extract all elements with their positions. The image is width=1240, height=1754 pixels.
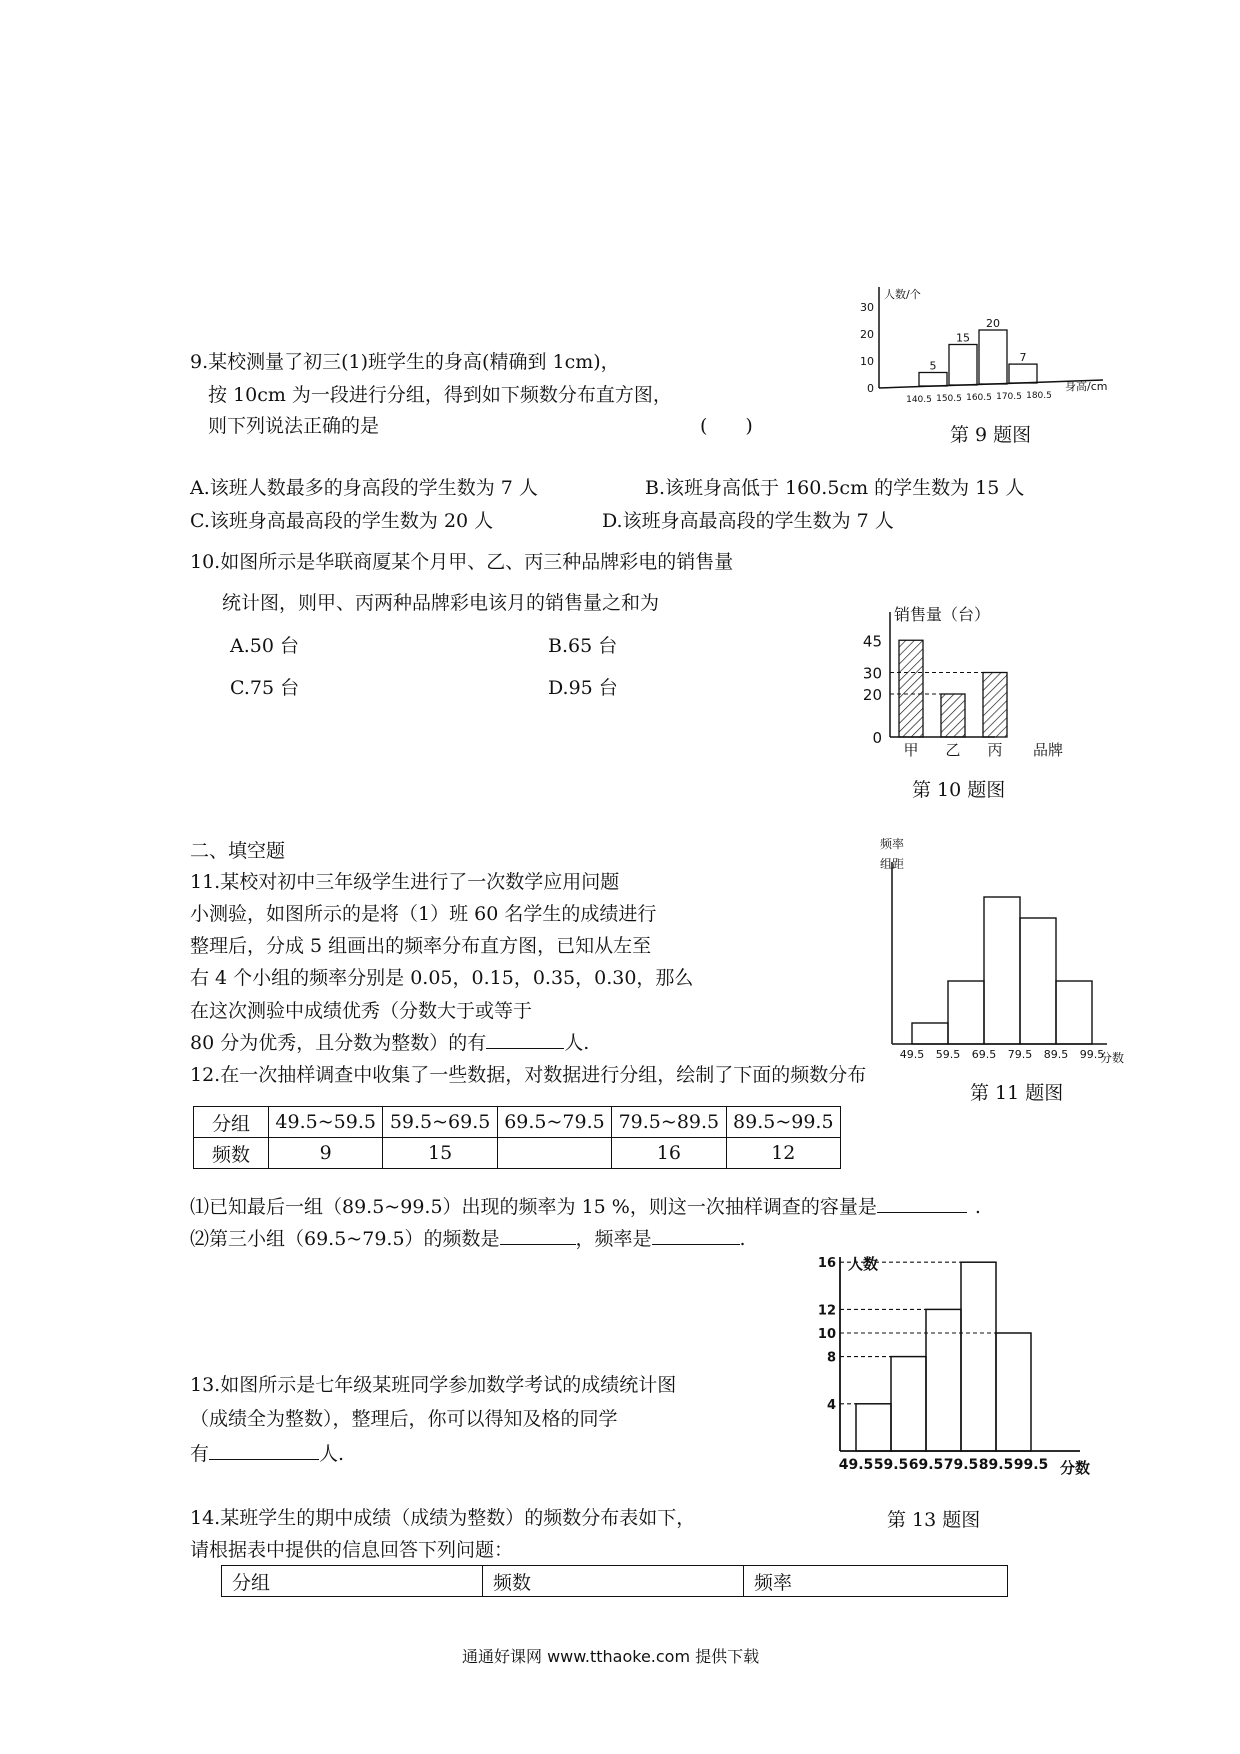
- histogram-bar: [926, 1309, 961, 1451]
- histogram-bar: [856, 1404, 891, 1451]
- q12-count-cell: 16: [612, 1138, 726, 1169]
- q9-answer-paren: ( ): [700, 415, 753, 437]
- q12-group-cell: 89.5~99.5: [726, 1107, 840, 1138]
- x-tick-label: 79.5: [1007, 1048, 1033, 1061]
- y-axis-label: 人数/个: [884, 288, 921, 301]
- fig11-caption: 第 11 题图: [970, 1082, 1064, 1104]
- q12-group-header: 分组: [194, 1107, 269, 1138]
- q13-prefix: 有: [190, 1443, 210, 1465]
- x-axis-label: 分数: [1100, 1051, 1125, 1065]
- y-tick-label: 4: [826, 1397, 836, 1413]
- y-tick-label: 0: [872, 729, 882, 747]
- q13-answer-blank[interactable]: [209, 1441, 319, 1460]
- histogram-bar: [996, 1333, 1031, 1451]
- x-tick-label: 59.5: [873, 1457, 909, 1473]
- q11-tail: 人.: [564, 1032, 590, 1054]
- q11-line2: 小测验，如图所示的是将（1）班 60 名学生的成绩进行: [190, 903, 657, 925]
- y-tick-label: 16: [817, 1256, 836, 1272]
- q12-sub2-tail: .: [739, 1228, 746, 1250]
- q11-line6-text: 80 分为优秀，且分数为整数）的有: [190, 1032, 487, 1054]
- y-tick-label: 45: [862, 632, 882, 651]
- q12-sub1-blank[interactable]: [877, 1194, 967, 1213]
- q11-line5: 在这次测验中成绩优秀（分数大于或等于: [190, 1000, 533, 1022]
- y-tick-label: 20: [862, 686, 882, 704]
- fig13-chart: [808, 1255, 1098, 1495]
- histogram-bar: [891, 1357, 926, 1451]
- q11-line1: 11.某校对初中三年级学生进行了一次数学应用问题: [190, 871, 620, 893]
- q12-sub2-count-blank[interactable]: [500, 1226, 576, 1245]
- bar-data-label: 7: [1019, 351, 1027, 365]
- y-tick-label: 12: [817, 1303, 836, 1319]
- q13-line3: [190, 1441, 344, 1467]
- q12-frequency-table: [193, 1106, 841, 1169]
- q10-option-b: B.65 台: [548, 635, 618, 657]
- q14-line1: 14.某班学生的期中成绩（成绩为整数）的频数分布表如下，: [190, 1507, 696, 1529]
- bar-乙: [941, 694, 965, 737]
- q11-line3: 整理后，分成 5 组画出的频率分布直方图，已知从左至: [190, 935, 652, 957]
- histogram-bar: [961, 1262, 996, 1451]
- histogram-bar: [919, 373, 947, 387]
- q12-sub2-text: ⑵第三小组（69.5~79.5）的频数是: [190, 1228, 500, 1250]
- q12-group-cell: 79.5~89.5: [612, 1107, 726, 1138]
- histogram-bar: [984, 897, 1020, 1044]
- bar-丙: [983, 673, 1007, 738]
- y-tick-label: 30: [860, 301, 874, 314]
- x-tick-label: 79.5: [943, 1457, 979, 1473]
- q12-sub1-tail: .: [974, 1196, 981, 1218]
- q12-group-cell: 69.5~79.5: [497, 1107, 611, 1138]
- y-tick-label: 20: [860, 328, 874, 341]
- histogram-bar: [912, 1023, 948, 1044]
- histogram-bar: [949, 345, 977, 386]
- fig10-caption: 第 10 题图: [912, 779, 1006, 801]
- q13-tail: 人.: [319, 1443, 345, 1465]
- q13-line1: 13.如图所示是七年级某班同学参加数学考试的成绩统计图: [190, 1374, 677, 1396]
- bar-data-label: 5: [929, 359, 937, 373]
- q10-stem-line2: 统计图，则甲、丙两种品牌彩电该月的销售量之和为: [222, 592, 660, 614]
- q9-stem-line1: 9.某校测量了初三(1)班学生的身高(精确到 1cm)，: [190, 351, 620, 373]
- q12-stem: 12.在一次抽样调查中收集了一些数据，对数据进行分组，绘制了下面的频数分布: [190, 1064, 867, 1086]
- y-tick-label: 30: [862, 664, 882, 683]
- x-tick-label: 160.5: [966, 393, 992, 403]
- q10-option-a: A.50 台: [230, 635, 299, 657]
- q12-group-cell: 49.5~59.5: [269, 1107, 383, 1138]
- q9-option-d: D.该班身高最高段的学生数为 7 人: [602, 510, 894, 532]
- q12-count-cell: 12: [726, 1138, 840, 1169]
- y-axis-label-top: 频率: [879, 837, 905, 851]
- q12-count-cell: 9: [269, 1138, 383, 1169]
- q12-sub1: [190, 1194, 981, 1220]
- x-tick-label: 140.5: [906, 395, 932, 405]
- q14-table: [221, 1565, 1008, 1597]
- q12-group-cell: 59.5~69.5: [383, 1107, 497, 1138]
- histogram-bar: [979, 330, 1007, 384]
- y-tick-label: 10: [817, 1327, 836, 1342]
- x-tick-label: 59.5: [935, 1048, 961, 1061]
- x-tick-label: 49.5: [838, 1457, 874, 1473]
- q14-header-count: 频数: [483, 1566, 744, 1597]
- fig9-caption: 第 9 题图: [950, 424, 1032, 446]
- q13-line2: （成绩全为整数），整理后，你可以得知及格的同学: [190, 1408, 618, 1430]
- q9-option-a: A.该班人数最多的身高段的学生数为 7 人: [190, 477, 538, 499]
- x-tick-label: 69.5: [971, 1048, 997, 1061]
- x-axis-label: 品牌: [1033, 741, 1064, 759]
- x-category-label: 甲: [903, 741, 919, 759]
- bar-data-label: 20: [986, 317, 1000, 330]
- histogram-bar: [1020, 918, 1056, 1044]
- y-axis-label: 销售量（台）: [894, 605, 991, 624]
- q9-option-c: C.该班身高最高段的学生数为 20 人: [190, 510, 494, 532]
- x-tick-label: 150.5: [936, 394, 962, 404]
- q10-option-c: C.75 台: [230, 677, 300, 699]
- q9-stem-line3: 则下列说法正确的是: [208, 415, 380, 437]
- x-tick-label: 49.5: [899, 1048, 925, 1061]
- x-category-label: 乙: [945, 741, 961, 759]
- x-tick-label: 69.5: [908, 1457, 944, 1473]
- histogram-bar: [1056, 981, 1092, 1044]
- x-tick-label: 180.5: [1026, 391, 1052, 401]
- section-heading: 二、填空题: [190, 840, 286, 862]
- q10-stem-line1: 10.如图所示是华联商厦某个月甲、乙、丙三种品牌彩电的销售量: [190, 551, 734, 573]
- fig10-chart: [835, 592, 1065, 762]
- x-tick-label: 89.5: [978, 1457, 1014, 1473]
- fig13-caption: 第 13 题图: [887, 1509, 981, 1531]
- q11-line6: [190, 1030, 589, 1056]
- histogram-bar: [948, 981, 984, 1044]
- q12-count-header: 频数: [194, 1138, 269, 1169]
- q12-sub1-text: ⑴已知最后一组（89.5~99.5）出现的频率为 15 %，则这一次抽样调查的容量是: [190, 1196, 877, 1218]
- x-tick-label: 99.5: [1013, 1457, 1049, 1473]
- q12-sub2-text2: ，频率是: [575, 1228, 652, 1250]
- histogram-bar: [1009, 364, 1037, 383]
- q14-line2: 请根据表中提供的信息回答下列问题：: [190, 1539, 514, 1561]
- q9-stem-line2: 按 10cm 为一段进行分组，得到如下频数分布直方图，: [208, 384, 672, 406]
- bar-data-label: 15: [956, 331, 970, 345]
- x-category-label: 丙: [987, 741, 1003, 759]
- x-tick-label: 89.5: [1043, 1048, 1069, 1061]
- q11-line4: 右 4 个小组的频率分别是 0.05，0.15，0.35，0.30，那么: [190, 967, 694, 989]
- q14-header-row: [222, 1566, 1008, 1597]
- q11-answer-blank[interactable]: [486, 1030, 564, 1049]
- q12-group-row: [194, 1107, 841, 1138]
- y-axis-label: 人数: [848, 1255, 879, 1273]
- q12-count-cell-empty: [497, 1138, 611, 1169]
- q9-option-b: B.该班身高低于 160.5cm 的学生数为 15 人: [645, 477, 1025, 499]
- q12-sub2: [190, 1226, 746, 1252]
- fig11-chart: [862, 832, 1125, 1065]
- fig9-chart: [835, 283, 1135, 413]
- x-tick-label: 170.5: [996, 392, 1022, 402]
- q12-count-cell: 15: [383, 1138, 497, 1169]
- q14-header-rate: 频率: [744, 1566, 1008, 1597]
- x-axis-label: 身高/cm: [1065, 380, 1108, 393]
- bar-甲: [899, 640, 923, 737]
- x-tick-label: 99.5: [1079, 1048, 1105, 1061]
- y-axis-label-bottom: 组距: [879, 857, 905, 871]
- q10-option-d: D.95 台: [548, 677, 618, 699]
- q14-header-group: 分组: [222, 1566, 483, 1597]
- y-tick-label: 8: [826, 1350, 836, 1366]
- x-axis-label: 分数: [1060, 1459, 1091, 1477]
- y-tick-label: 0: [867, 382, 874, 395]
- q12-count-row: [194, 1138, 841, 1169]
- page-footer: 通通好课网 www.tthaoke.com 提供下载: [462, 1647, 760, 1666]
- y-tick-label: 10: [860, 355, 874, 368]
- q12-sub2-rate-blank[interactable]: [652, 1226, 740, 1245]
